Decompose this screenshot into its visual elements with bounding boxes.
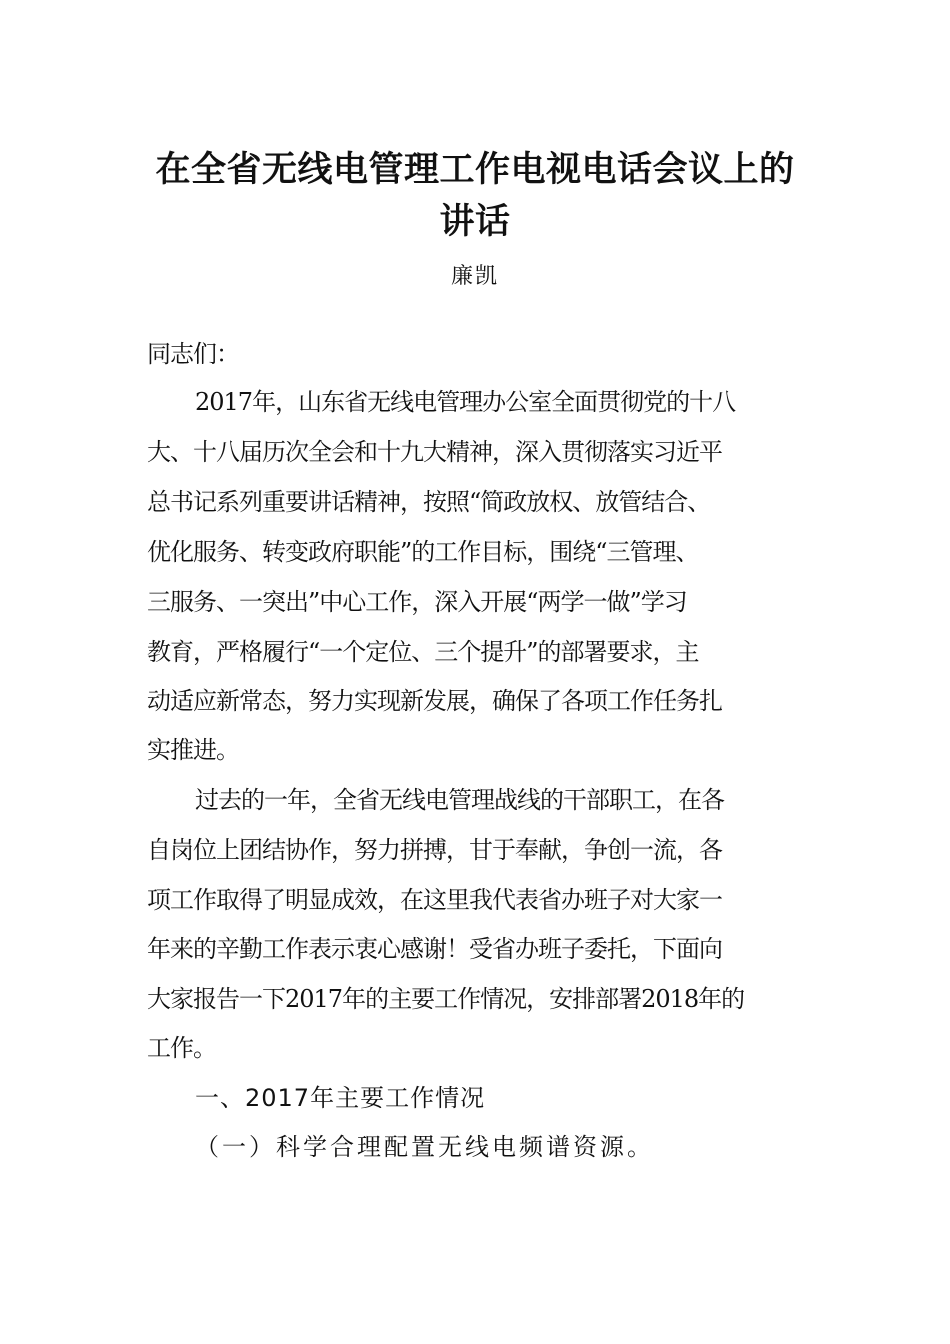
- document-title-line-1: 在全省无线电管理工作电视电话会议上的: [155, 149, 795, 190]
- paragraph-2-line: 项工作取得了明显成效，在这里我代表省办班子对大家一: [147, 886, 722, 914]
- paragraph-1-line: 教育，严格履行“一个定位、三个提升”的部署要求，主: [147, 638, 699, 666]
- paragraph-1-line: 总书记系列重要讲话精神，按照“简政放权、放管结合、: [147, 488, 711, 516]
- paragraph-1-line: 动适应新常态，努力实现新发展，确保了各项工作任务扎: [147, 687, 722, 715]
- author-name: 廉凯: [450, 264, 499, 289]
- paragraph-2-line: 自岗位上团结协作，努力拼搏，甘于奉献，争创一流，各: [147, 836, 722, 864]
- paragraph-2-line: 工作。: [147, 1034, 216, 1062]
- salutation: 同志们：: [147, 340, 239, 368]
- paragraph-1-line: 实推进。: [147, 736, 239, 764]
- section-heading: 一、2017年主要工作情况: [195, 1084, 486, 1112]
- document-title-line-2: 讲话: [439, 201, 511, 242]
- subsection-heading: （一）科学合理配置无线电频谱资源。: [195, 1133, 654, 1161]
- paragraph-2-line: 大家报告一下2017年的主要工作情况，安排部署2018年的: [147, 985, 745, 1013]
- paragraph-1-line: 2017年，山东省无线电管理办公室全面贯彻党的十八: [195, 388, 736, 416]
- paragraph-2-line: 过去的一年，全省无线电管理战线的干部职工，在各: [195, 786, 724, 814]
- paragraph-1-line: 优化服务、转变政府职能”的工作目标，围绕“三管理、: [147, 538, 699, 566]
- paragraph-1-line: 大、十八届历次全会和十九大精神，深入贯彻落实习近平: [147, 438, 722, 466]
- paragraph-1-line: 三服务、一突出”中心工作，深入开展“两学一做”学习: [147, 588, 687, 616]
- paragraph-2-line: 年来的辛勤工作表示衷心感谢！受省办班子委托，下面向: [147, 935, 722, 963]
